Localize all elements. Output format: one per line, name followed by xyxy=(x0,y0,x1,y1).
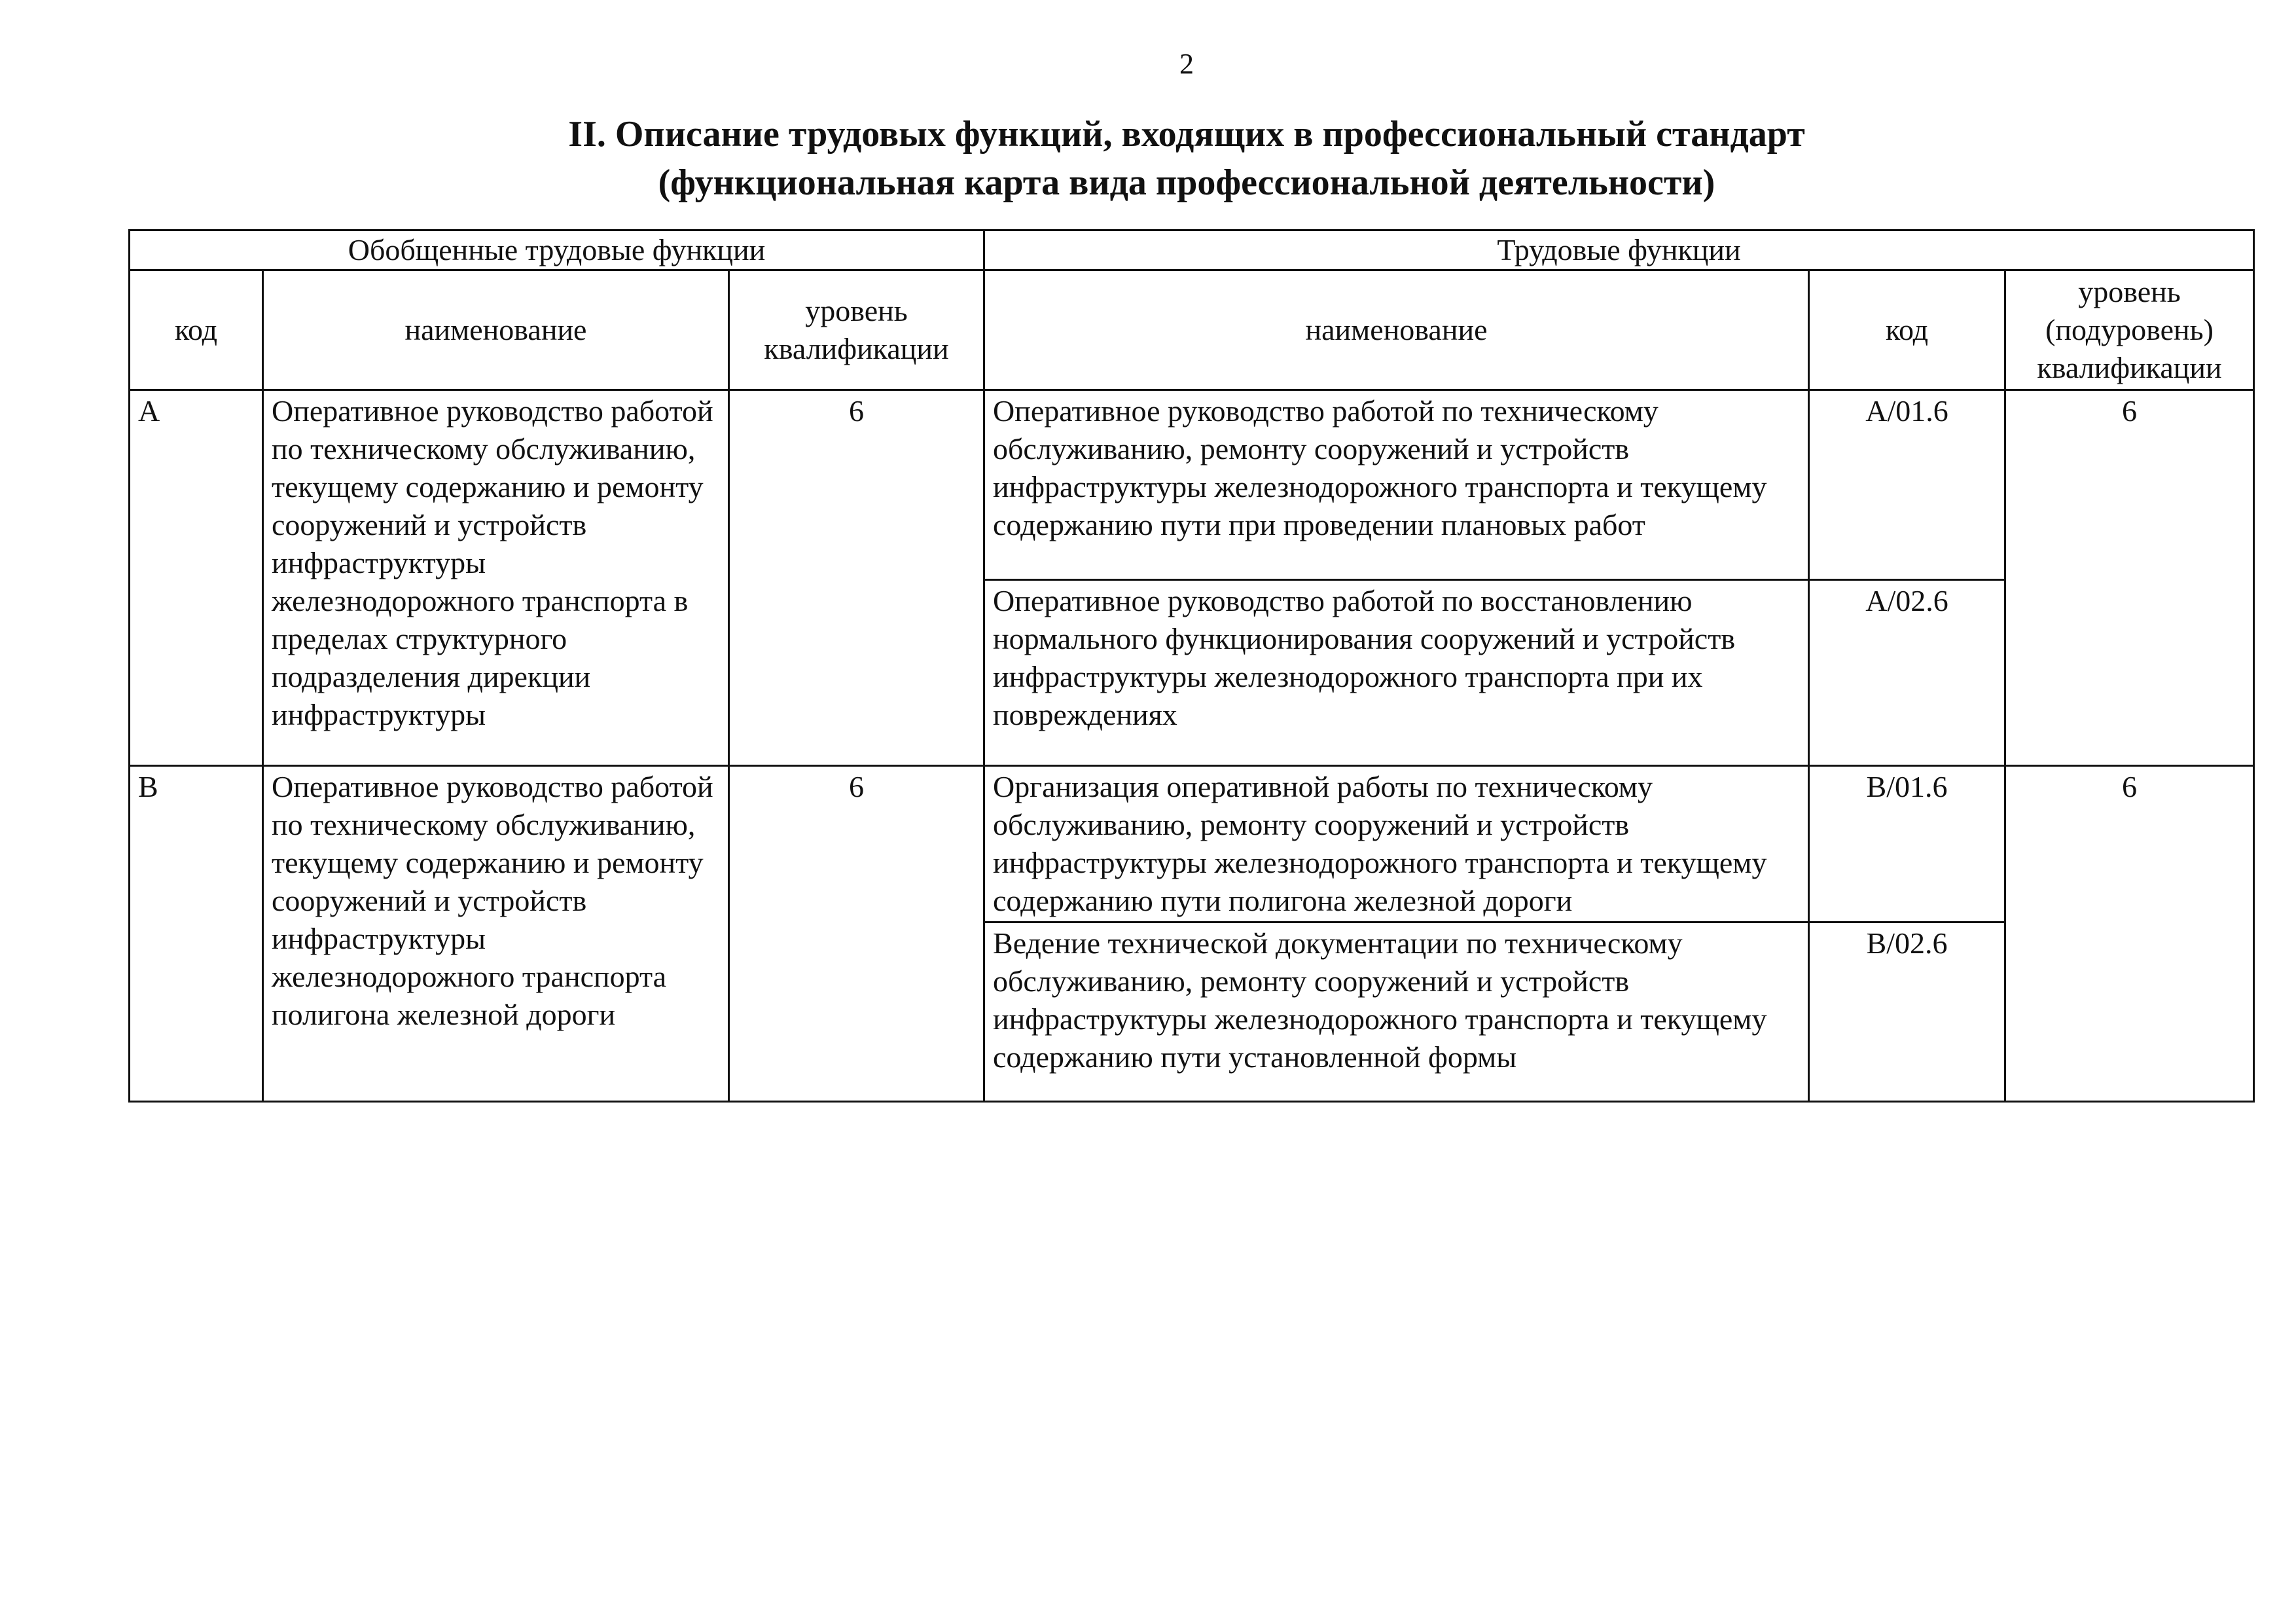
labor-function-name: Оперативное руководство работой по восстановлению нормального функционирования сооружений и устройств инфраструктуры железнодорожного транспорта при их повреждениях xyxy=(984,580,1809,766)
generalized-function-level: 6 xyxy=(729,390,984,766)
generalized-function-code: В xyxy=(130,766,263,1102)
section-title-line-1: II. Описание трудовых функций, входящих в профессиональный стандарт xyxy=(568,114,1805,155)
labor-function-name: Организация оперативной работы по техническому обслуживанию, ремонту сооружений и устройств инфраструктуры железнодорожного транспорта и текущему содержанию пути полигона железной дороги xyxy=(984,766,1809,922)
labor-function-name: Оперативное руководство работой по техническому обслуживанию, ремонту сооружений и устройств инфраструктуры железнодорожного транспорта и текущему содержанию пути при проведении плановых работ xyxy=(984,390,1809,580)
column-header-generalized-code: код xyxy=(130,270,263,390)
generalized-function-name: Оперативное руководство работой по техническому обслуживанию, текущему содержанию и ремонту сооружений и устройств инфраструктуры железнодорожного транспорта полигона железной дороги xyxy=(263,766,729,1102)
column-header-generalized-name: наименование xyxy=(263,270,729,390)
column-header-function-name: наименование xyxy=(984,270,1809,390)
generalized-function-name: Оперативное руководство работой по техническому обслуживанию, текущему содержанию и ремонту сооружений и устройств инфраструктуры железнодорожного транспорта в пределах структурного подразделения дирекции инфраструктуры xyxy=(263,390,729,766)
column-header-function-code: код xyxy=(1809,270,2005,390)
section-title-line-2: (функциональная карта вида профессиональной деятельности) xyxy=(658,162,1715,203)
column-header-generalized-level: уровень квалификации xyxy=(729,270,984,390)
labor-function-code: A/02.6 xyxy=(1809,580,2005,766)
labor-function-code: B/01.6 xyxy=(1809,766,2005,922)
table-row xyxy=(130,766,2254,922)
labor-function-name: Ведение технической документации по техническому обслуживанию, ремонту сооружений и устройств инфраструктуры железнодорожного транспорта и текущему содержанию пути установленной формы xyxy=(984,922,1809,1102)
header-generalized-functions: Обобщенные трудовые функции xyxy=(130,230,984,270)
column-header-function-level: уровень (подуровень) квалификации xyxy=(2005,270,2254,390)
generalized-function-code: А xyxy=(130,390,263,766)
labor-function-level: 6 xyxy=(2005,766,2254,1102)
labor-function-code: B/02.6 xyxy=(1809,922,2005,1102)
table-row xyxy=(130,390,2254,580)
generalized-function-level: 6 xyxy=(729,766,984,1102)
page-number: 2 xyxy=(1179,48,1194,80)
labor-function-code: A/01.6 xyxy=(1809,390,2005,580)
labor-function-level: 6 xyxy=(2005,390,2254,766)
functional-map-table xyxy=(128,229,2255,1103)
section-title xyxy=(0,110,2296,207)
header-labor-functions: Трудовые функции xyxy=(984,230,2254,270)
